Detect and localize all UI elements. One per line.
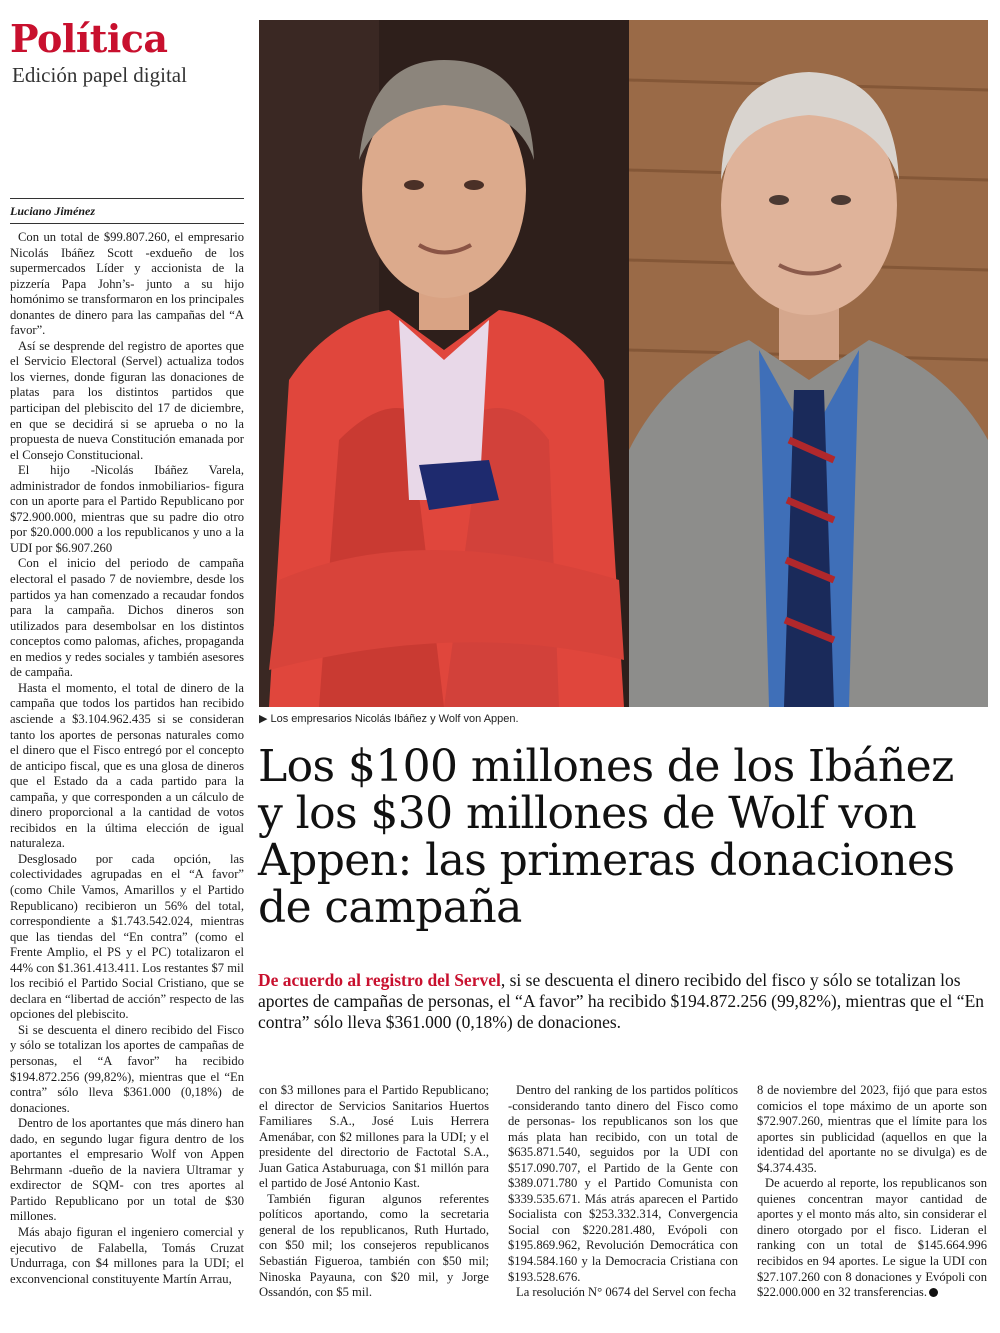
paragraph: Desglosado por cada opción, las colectividades agrupadas en el “A favor” (como Chile Vamos, Amarillos y el Partido Republicano) recibieron un 56% del total, correspondiente a $1.743.542.024, mientras que las tiendas del “En contra” (como el Frente Amplio, el PS y el PC) totalizaron el 44% con $1.361.413.411. Los restantes $7 mil los recibió el Partido Social Cristiano, que se declara en “libertad de acción” respecto de las opciones del plebiscito. — [10, 851, 244, 1022]
photo-caption: ▶ Los empresarios Nicolás Ibáñez y Wolf von Appen. — [259, 713, 519, 725]
byline: Luciano Jiménez — [10, 204, 244, 224]
left-column-text — [10, 230, 244, 1287]
section-title: Política — [10, 16, 168, 61]
body-column-3 — [508, 1083, 738, 1301]
portrait-illustration-left — [259, 20, 629, 707]
paragraph: Con un total de $99.807.260, el empresario Nicolás Ibáñez Scott -exdueño de los supermercados Líder y accionista de la pizzería Papa John’s- junto a su hijo homónimo se transformaron en los principales donantes de dinero para las campañas del “A favor”. — [10, 230, 244, 338]
photo-nicolas-ibanez — [259, 20, 629, 707]
paragraph: Dentro de los aportantes que más dinero han dado, en segundo lugar figura dentro de los aportantes el empresario Wolf von Appen Behrmann -dueño de la naviera Ultramar y exdirector de SQM- con tres aportes al Partido Republicano por un total de $30 millones. — [10, 1116, 244, 1224]
paragraph: Más abajo figuran el ingeniero comercial y ejecutivo de Falabella, Tomás Cruzat Undurraga, con $4 millones para la UDI; el exconvencional constituyente Martín Arrau, — [10, 1225, 244, 1286]
portrait-illustration-right — [629, 20, 988, 707]
paragraph — [757, 1176, 987, 1300]
paragraph: Hasta el momento, el total de dinero de la campaña que todos los partidos han recibido asciende a $3.104.962.435 si se consideran tanto los aportes de personas naturales como el dinero que el Fisco entregó por el concepto de anticipo fiscal, que es una glosa de dineros que el Estado da a cada partido para la campaña, y que corresponden a un cálculo de dinero proporcional a la cantidad de votos recibidos en la última elección de igual naturaleza. — [10, 680, 244, 851]
body-column-4 — [757, 1083, 987, 1301]
lead-highlight: De acuerdo al registro del Servel — [258, 970, 501, 990]
paragraph: La resolución N° 0674 del Servel con fecha — [516, 1285, 737, 1300]
paragraph: También figuran algunos referentes políticos aportando, como la secretaria general de los republicanos, Ruth Hurtado, con $50 mil; los consejeros republicanos Sebastián Figueroa, también con $50 mil; Ninoska Payauna, con $20 mil, y Jorge Ossandón, con $5 mil. — [259, 1191, 489, 1300]
paragraph: Si se descuenta el dinero recibido del Fisco y sólo se totalizan los aportes de campañas de personas, el “A favor” ha recibido $194.872.256 (99,82%), mientras que el “En contra” sólo lleva $361.000 (0,18%) de donaciones. — [10, 1022, 244, 1115]
body-column-2 — [259, 1083, 489, 1301]
headline: Los $100 millones de los Ibáñez y los $30 millones de Wolf von Appen: las primeras donaciones de campaña — [258, 741, 955, 933]
paragraph: Dentro del ranking de los partidos políticos -considerando tanto dinero del Fisco como de personas- los republicanos son los que más plata han recibido, con un total de $635.871.540, seguidos por la UDI con $517.090.707, el Partido de la Gente con $389.071.780 y el Partido Comunista con $339.535.671. Más atrás aparecen el Partido Socialista con $253.332.314, Convergencia Social con $220.281.480, Evópoli con $195.869.962, Revolución Democrática con $194.584.160 y la Democracia Cristiana con $193.528.676. — [508, 1083, 738, 1284]
paragraph: El hijo -Nicolás Ibáñez Varela, administrador de fondos inmobiliarios- figura con un aporte para el Partido Republicano por $72.900.000, mientras que su padre dio otro por $20.000.000 a los republicanos y uno a la UDI por $6.907.260 — [10, 463, 244, 555]
lead-paragraph — [258, 970, 988, 1033]
end-of-article-icon — [929, 1288, 938, 1297]
paragraph: con $3 millones para el Partido Republicano; el director de Servicios Sanitarios Huertos Familiares S.A., José Luis Herrera Amenábar, con $2 millones para la UDI; y el presidente del directorio de Factotal S.A., Juan Gatica Astaburuaga, con $1 millón para el partido de José Antonio Kast. — [259, 1083, 489, 1191]
left-column — [10, 198, 244, 1287]
paragraph: Así se desprende del registro de aportes que el Servicio Electoral (Servel) actualiza todos los viernes, donde figuran las donaciones de platas para los distintos partidos que participan del plebiscito del 17 de diciembre, en que se decidirá si se aprueba o no la propuesta de nueva Constitución emanada por el Consejo Constitucional. — [10, 338, 244, 462]
byline-top-rule — [10, 198, 244, 199]
lead-text: , si se descuenta el dinero recibido del fisco y sólo se totalizan los aportes de campañas de personas, el “A favor” ha recibido $194.872.256 (99,82%), mientras que el “En contra” sólo lleva $361.000 (0,18%) de donaciones. — [258, 970, 985, 1032]
paragraph: 8 de noviembre del 2023, fijó que para estos comicios el tope máximo de un aporte son $72.907.260, mientras que el límite para los aportes sin publicidad (aquellos en que la identidad del aportante no se divulga) es de $4.374.435. — [757, 1083, 987, 1175]
photo-wolf-von-appen — [629, 20, 988, 707]
paragraph: Con el inicio del periodo de campaña electoral el pasado 7 de noviembre, desde los partidos ya han comenzado a recaudar fondos para la campaña. Dichos dineros son utilizados para desembolsar en los distintos conceptos como palomas, afiches, propaganda en medios y redes sociales y también asesores de campaña. — [10, 556, 244, 680]
edition-subtitle: Edición papel digital — [12, 63, 187, 87]
paragraph-text: De acuerdo al reporte, los republicanos son quienes concentran mayor cantidad de aportes y el monto más alto, sin considerar el dinero otorgado por el fisco. Lideran el ranking con un total de $145.664.996 recibidos en 94 aportes. Le sigue la UDI con $27.107.260 con 8 donaciones y Evópoli con $22.000.000 en 32 transferencias. — [757, 1176, 987, 1300]
